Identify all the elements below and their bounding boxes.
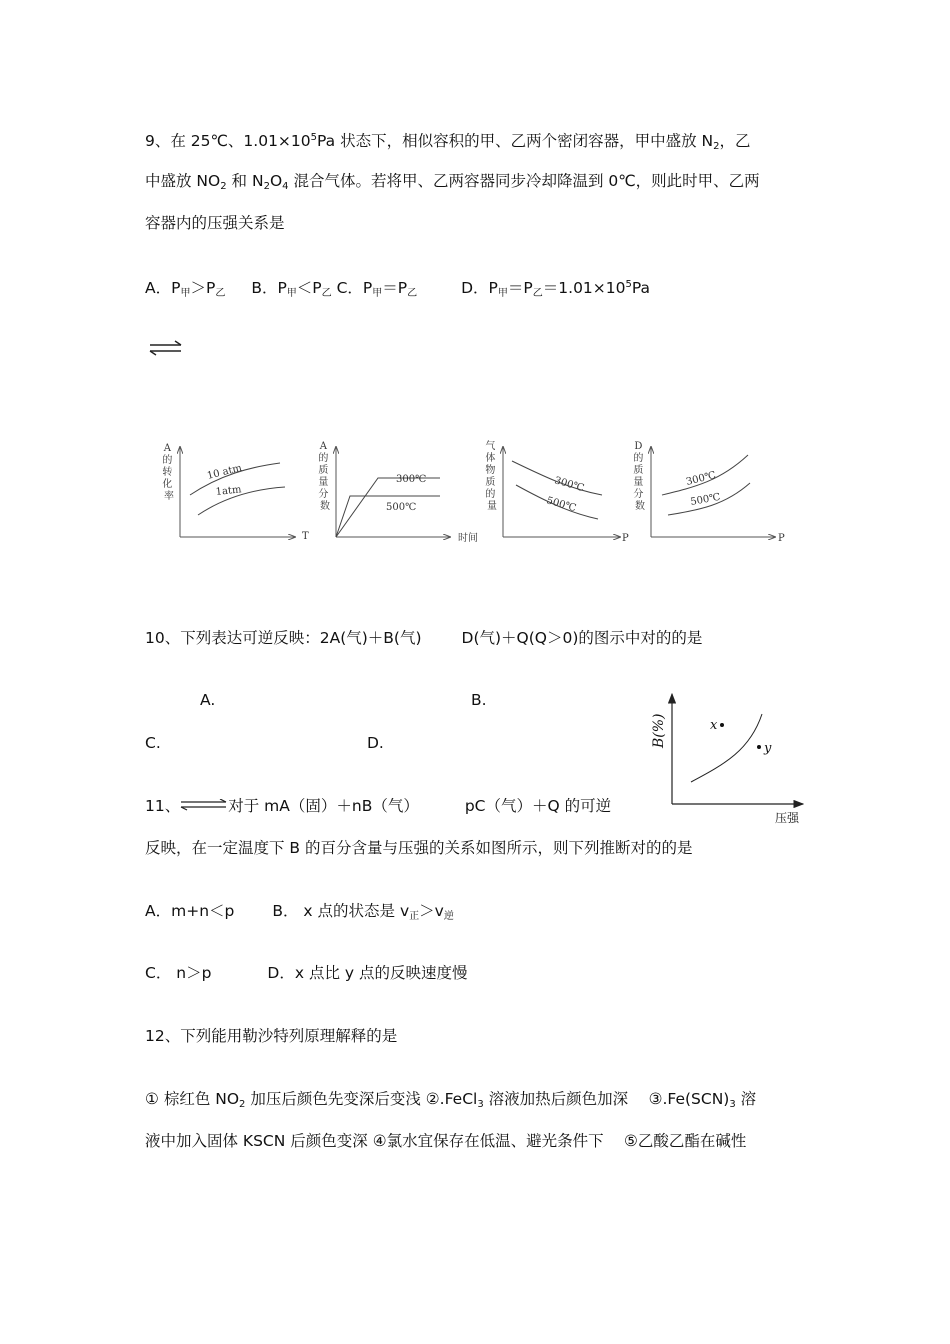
- q9-options: [145, 275, 650, 304]
- q9-line-2: 中盛放 $NO_2$ 和 $N_2O_4$ 混合气体。若将甲、乙两容器同步冷却降温到 0℃，则此时甲、乙两: [145, 172, 760, 192]
- graph-b-xlabel: 时间: [458, 533, 478, 544]
- q11-option-d: D．x 点比 y 点的反映速度慢: [267, 964, 468, 982]
- q9-option-d: D．$P_甲=P_乙=1.01\times 10^5Pa$: [461, 279, 651, 299]
- q11-option-b: B． x 点的状态是 $v_正>v_逆$: [272, 902, 454, 922]
- graph-a-ylabel: A 的 转 化 率: [162, 443, 174, 502]
- graph-c: [485, 440, 629, 544]
- q11-option-a: A．m+n＜p: [145, 902, 235, 920]
- q9-option-c: C．$P_甲=P_乙$: [331, 279, 418, 299]
- graph-a-xlabel: T: [302, 531, 309, 542]
- q11-point-x: [720, 723, 724, 727]
- q11-curve: [691, 714, 762, 782]
- q11-ylabel: B(%): [651, 713, 667, 748]
- q11-xlabel: 压强: [775, 811, 800, 825]
- graph-b-ylabel: A 的 质 量 分 数: [318, 441, 330, 512]
- graph-a-label-10atm: 10 atm: [206, 462, 244, 482]
- q10-graphs: [150, 435, 800, 550]
- q12-line-2: 液中加入固体 KSCN 后颜色变深 ④氯水宜保存在低温、避光条件下 ⑤乙酸乙酯在碱性: [145, 1132, 747, 1150]
- q9-line-3: 容器内的压强关系是: [145, 214, 285, 232]
- q11-point-y: [757, 745, 761, 749]
- q9-option-b: B．$P_甲<P_乙$: [251, 279, 332, 299]
- q11-options-row-2: [145, 963, 468, 983]
- q12-line-1: ① 棕红色 $NO_2$ 加压后颜色先变深后变浅 ②.FeCl$_3$ 溶液加热后颜色加深 $③.Fe(SCN)_3$ 溶: [145, 1090, 757, 1110]
- q11-graph: [645, 688, 810, 828]
- graph-d: [633, 441, 785, 544]
- q11-point-y-label: y: [764, 741, 772, 756]
- graph-c-label-300: 300℃: [553, 475, 586, 495]
- graph-b: [318, 441, 478, 544]
- graph-d-label-500: 500℃: [689, 491, 722, 508]
- q9-option-a: A．$P_甲>P_乙$: [145, 279, 226, 299]
- graph-b-label-500: 500℃: [386, 502, 417, 513]
- graph-c-ylabel: 气 体 物 质 的 量: [485, 441, 497, 512]
- equilibrium-arrow-icon: [148, 340, 184, 356]
- q11-options-row-1: [145, 901, 454, 927]
- graph-d-ylabel: D 的 质 量 分 数: [633, 441, 645, 512]
- graph-d-label-300: 300℃: [685, 469, 718, 488]
- graph-d-xlabel: P: [778, 533, 785, 544]
- q11-option-c: C． n＞p: [145, 964, 212, 982]
- graph-c-label-500: 500℃: [545, 495, 578, 515]
- graph-c-xlabel: P: [622, 533, 629, 544]
- q9-line-1: 9、在 25℃、$1.01\times 10^5Pa$ 状态下，相似容积的甲、乙两个密闭容器，甲中盛放 $N_2$，乙: [145, 132, 751, 152]
- q11-equilibrium-arrow-icon: [180, 799, 228, 811]
- q10-option-d: D.: [367, 734, 384, 752]
- graph-a-label-1atm: 1atm: [215, 484, 243, 498]
- graph-a: [162, 443, 309, 542]
- q10-option-c: C.: [145, 734, 161, 752]
- q10-option-a: A.: [200, 691, 216, 709]
- q10-stem: 10、下列表达可逆反映：2A(气)＋B(气) D(气)＋Q(Q＞0)的图示中对的的是: [145, 629, 703, 647]
- q11-point-x-label: x: [710, 718, 718, 733]
- q11-line-2: 反映，在一定温度下 B 的百分含量与压强的关系如图所示，则下列推断对的的是: [145, 839, 693, 857]
- q11-line-1: 11、 对于 mA（固）＋nB（气） pC（气）＋Q 的可逆: [145, 797, 612, 815]
- q12-stem: 12、下列能用勒沙特列原理解释的是: [145, 1027, 398, 1045]
- q10-option-b: B.: [471, 691, 487, 709]
- graph-b-label-300: 300℃: [396, 474, 427, 485]
